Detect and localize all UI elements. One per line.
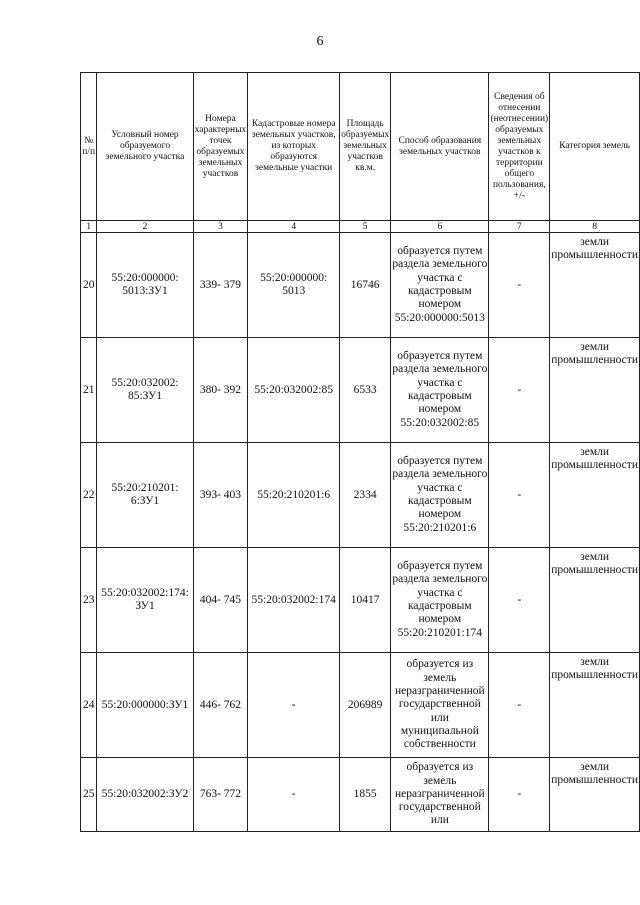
points-range: 380- 392 [193, 338, 248, 443]
row-number: 21 [81, 338, 97, 443]
col-header-category: Категория земель [550, 73, 640, 221]
column-number: 5 [340, 221, 391, 233]
table-row [81, 548, 640, 653]
land-category: земли промышленности [550, 758, 640, 832]
row-number: 20 [81, 233, 97, 338]
row-number: 23 [81, 548, 97, 653]
formation-method: образуется путем раздела земельного участка с кадастровым номером 55:20:210201:6 [391, 443, 489, 548]
formation-method: образуется путем раздела земельного участка с кадастровым номером 55:20:210201:174 [391, 548, 489, 653]
column-number: 2 [97, 221, 193, 233]
cadastral-number: 55:20:210201:6 [248, 443, 340, 548]
conditional-number: 55:20:032002:ЗУ2 [97, 758, 193, 832]
cadastral-number: 55:20:032002:85 [248, 338, 340, 443]
column-number: 8 [550, 221, 640, 233]
cadastral-number: 55:20:032002:174 [248, 548, 340, 653]
table-row [81, 653, 640, 758]
formation-method: образуется из земель неразграниченной государственной или муниципальной собственности [391, 653, 489, 758]
table-row [81, 338, 640, 443]
cadastral-number: 55:20:000000: 5013 [248, 233, 340, 338]
land-category: земли промышленности [550, 338, 640, 443]
area-value: 10417 [340, 548, 391, 653]
conditional-number: 55:20:000000: 5013:ЗУ1 [97, 233, 193, 338]
column-number: 7 [489, 221, 550, 233]
col-header-points: Номера характерных точек образуемых земельных участков [193, 73, 248, 221]
cadastral-number: - [248, 653, 340, 758]
cadastral-number: - [248, 758, 340, 832]
land-category: земли промышленности [550, 653, 640, 758]
points-range: 404- 745 [193, 548, 248, 653]
table-row [81, 443, 640, 548]
formation-method: образуется из земель неразграниченной государственной или [391, 758, 489, 832]
points-range: 339- 379 [193, 233, 248, 338]
conditional-number: 55:20:032002: 85:ЗУ1 [97, 338, 193, 443]
col-header-public-use: Сведения об отнесении (неотнесении) образуемых земельных участков к территории общего пользования, +/- [489, 73, 550, 221]
column-number-row [81, 221, 640, 233]
row-number: 22 [81, 443, 97, 548]
column-number: 6 [391, 221, 489, 233]
row-number: 25 [81, 758, 97, 832]
public-use-flag: - [489, 758, 550, 832]
table-row [81, 233, 640, 338]
public-use-flag: - [489, 233, 550, 338]
row-number: 24 [81, 653, 97, 758]
col-header-conditional-number: Условный номер образуемого земельного участка [97, 73, 193, 221]
area-value: 16746 [340, 233, 391, 338]
public-use-flag: - [489, 548, 550, 653]
page-number: 6 [316, 34, 324, 49]
col-header-area: Площадь образуемых земельных участков кв.м. [340, 73, 391, 221]
area-value: 1855 [340, 758, 391, 832]
column-number: 3 [193, 221, 248, 233]
conditional-number: 55:20:000000:ЗУ1 [97, 653, 193, 758]
public-use-flag: - [489, 443, 550, 548]
table-row [81, 758, 640, 832]
points-range: 446- 762 [193, 653, 248, 758]
conditional-number: 55:20:032002:174: ЗУ1 [97, 548, 193, 653]
header-row [81, 73, 640, 221]
area-value: 206989 [340, 653, 391, 758]
conditional-number: 55:20:210201: 6:ЗУ1 [97, 443, 193, 548]
formation-method: образуется путем раздела земельного участка с кадастровым номером 55:20:032002:85 [391, 338, 489, 443]
public-use-flag: - [489, 338, 550, 443]
land-plots-table [80, 72, 640, 832]
col-header-number: № п/п [81, 73, 97, 221]
area-value: 2334 [340, 443, 391, 548]
col-header-cadastral: Кадастровые номера земельных участков, из которых образуются земельные участки [248, 73, 340, 221]
points-range: 763- 772 [193, 758, 248, 832]
column-number: 1 [81, 221, 97, 233]
column-number: 4 [248, 221, 340, 233]
public-use-flag: - [489, 653, 550, 758]
formation-method: образуется путем раздела земельного участка с кадастровым номером 55:20:000000:5013 [391, 233, 489, 338]
area-value: 6533 [340, 338, 391, 443]
col-header-method: Способ образования земельных участков [391, 73, 489, 221]
points-range: 393- 403 [193, 443, 248, 548]
land-category: земли промышленности [550, 443, 640, 548]
land-category: земли промышленности [550, 233, 640, 338]
land-category: земли промышленности [550, 548, 640, 653]
